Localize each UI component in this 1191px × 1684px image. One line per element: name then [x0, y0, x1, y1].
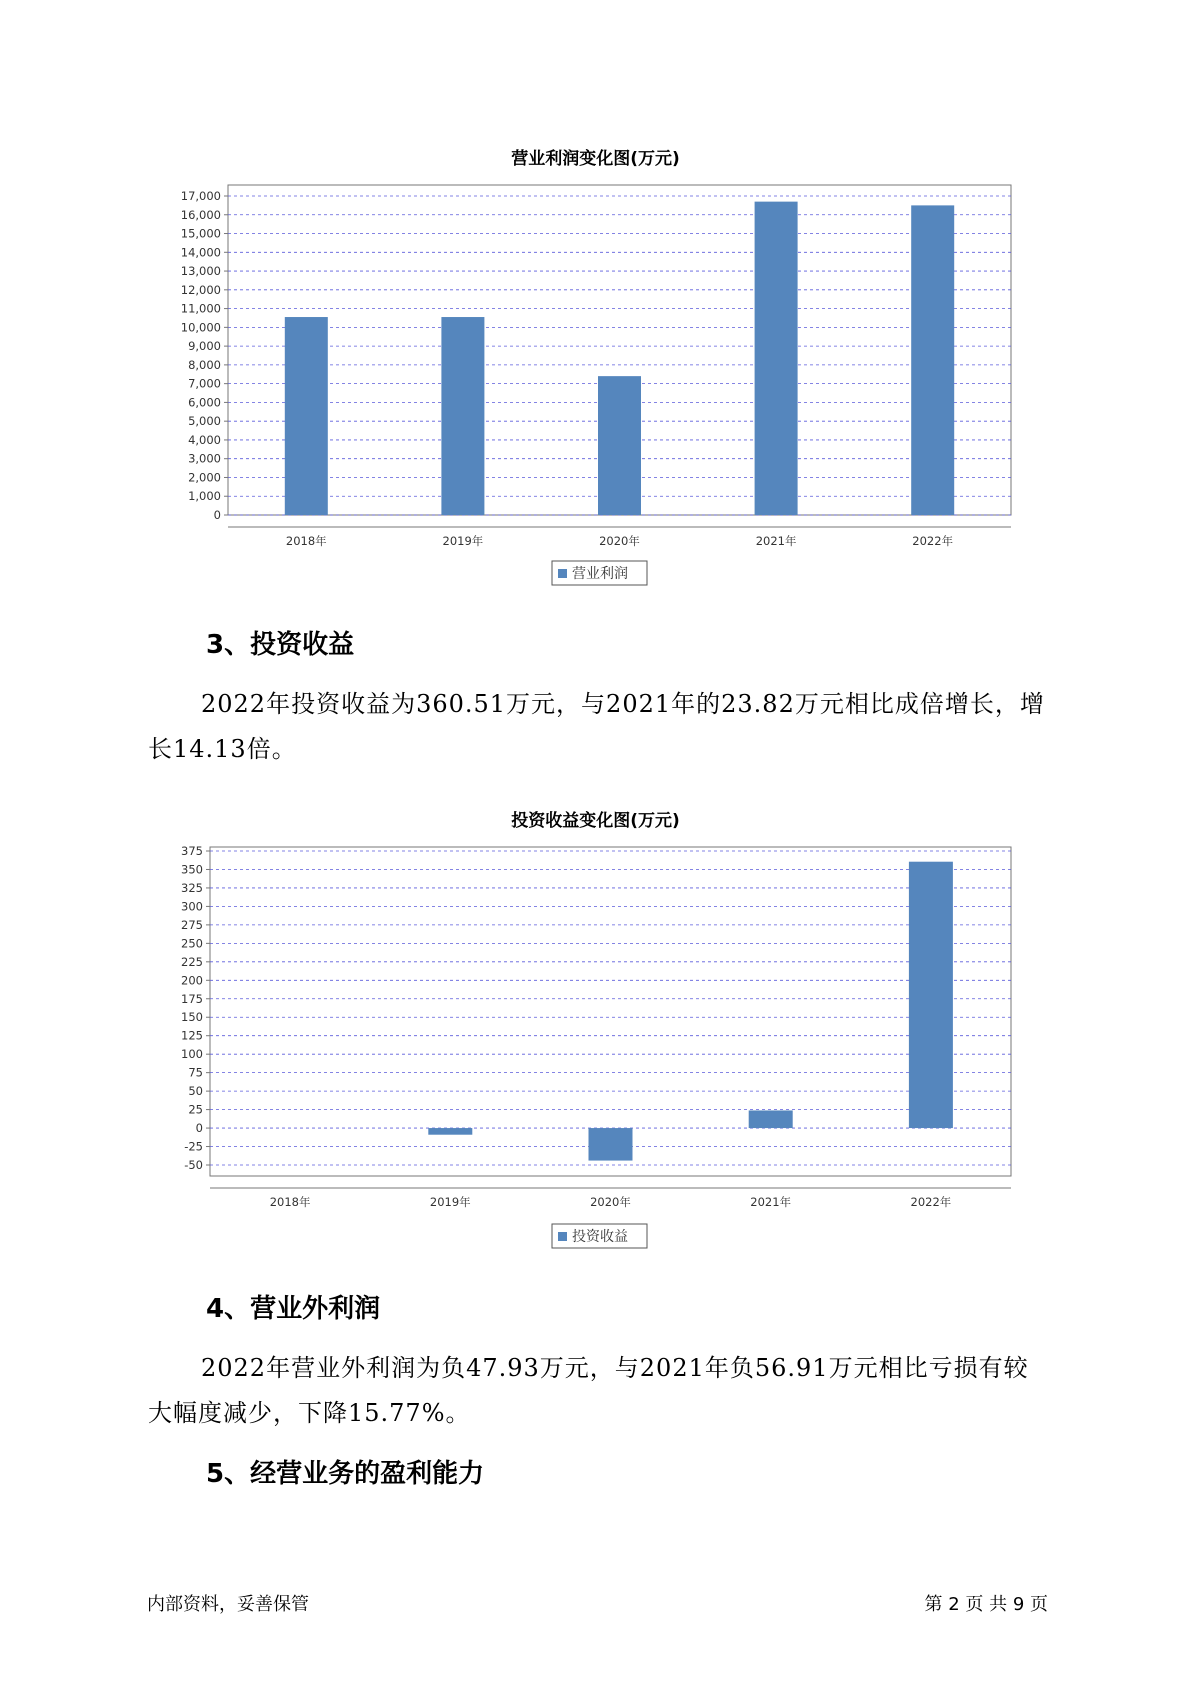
y-tick-label: 17,000 [180, 189, 221, 203]
y-tick-label: 0 [213, 508, 221, 522]
y-tick-label: 13,000 [180, 264, 221, 279]
section-4-paragraph: 2022年营业外利润为负47.93万元，与2021年负56.91万元相比亏损有较大幅度减少，下降15.77%。 [148, 1354, 1029, 1427]
y-tick-label: 3,000 [188, 451, 221, 466]
y-tick-label: 125 [181, 1028, 203, 1043]
footer-left: 内部资料，妥善保管 [147, 1594, 309, 1615]
y-tick-label: 7,000 [188, 376, 221, 391]
x-tick-label: 2018年 [269, 1195, 311, 1209]
bar-2019年 [428, 1128, 472, 1135]
y-tick-label: 2,000 [188, 470, 221, 485]
y-tick-label: 150 [181, 1010, 203, 1025]
footer-page-number: 第 2 页 共 9 页 [924, 1594, 1048, 1615]
y-tick-label: 12,000 [180, 282, 221, 297]
y-tick-label: 100 [181, 1047, 203, 1062]
y-tick-label: 4,000 [188, 432, 221, 447]
section-3-title: 3、投资收益 [206, 630, 355, 660]
y-tick-label: 9,000 [188, 339, 221, 354]
section-5-title: 5、经营业务的盈利能力 [206, 1459, 485, 1489]
legend-label: 投资收益 [572, 1229, 628, 1245]
y-tick-label: 16,000 [180, 207, 221, 222]
x-tick-label: 2019年 [442, 534, 484, 548]
x-tick-label: 2021年 [750, 1195, 792, 1209]
bar-2020年 [589, 1128, 633, 1161]
y-tick-label: 5,000 [188, 414, 221, 429]
y-tick-label: -50 [184, 1158, 203, 1172]
y-tick-label: 175 [181, 991, 203, 1006]
y-tick-label: 325 [181, 880, 203, 895]
legend-label: 营业利润 [572, 566, 628, 582]
plot-area [210, 847, 1011, 1176]
y-tick-label: 15,000 [180, 226, 221, 241]
x-tick-label: 2022年 [910, 1195, 952, 1209]
y-tick-label: 50 [188, 1084, 203, 1099]
y-tick-label: 200 [181, 973, 203, 988]
section-3-paragraph: 2022年投资收益为360.51万元，与2021年的23.82万元相比成倍增长，增长14.13倍。 [148, 690, 1045, 763]
x-tick-label: 2020年 [599, 534, 640, 548]
x-tick-label: 2022年 [912, 534, 954, 548]
x-tick-label: 2019年 [429, 1195, 471, 1209]
y-tick-label: 250 [181, 936, 203, 951]
y-tick-label: 75 [188, 1065, 203, 1080]
y-tick-label: 6,000 [188, 395, 221, 410]
section-4-title: 4、营业外利润 [206, 1294, 381, 1324]
y-tick-label: 350 [181, 862, 203, 877]
y-tick-label: 14,000 [180, 245, 221, 260]
chart1-title: 营业利润变化图(万元) [511, 149, 680, 169]
y-tick-label: 10,000 [180, 320, 221, 335]
chart2-title: 投资收益变化图(万元) [511, 811, 680, 831]
y-tick-label: 375 [181, 844, 203, 858]
y-tick-label: 8,000 [188, 357, 221, 372]
y-tick-label: 300 [181, 899, 203, 914]
y-tick-label: 275 [181, 917, 203, 932]
y-tick-label: 1,000 [188, 489, 221, 504]
bar-2021年 [749, 1110, 793, 1128]
x-tick-label: 2021年 [755, 534, 797, 548]
y-tick-label: 11,000 [180, 301, 221, 316]
x-tick-label: 2018年 [285, 534, 327, 548]
chart-legend [552, 1224, 647, 1248]
legend-swatch [558, 1232, 567, 1241]
y-tick-label: 225 [181, 954, 203, 969]
y-tick-label: 25 [188, 1102, 203, 1117]
y-tick-label: 0 [195, 1121, 203, 1136]
y-tick-label: -25 [184, 1139, 203, 1154]
bar-2022年 [909, 862, 953, 1128]
x-tick-label: 2020年 [590, 1195, 631, 1209]
